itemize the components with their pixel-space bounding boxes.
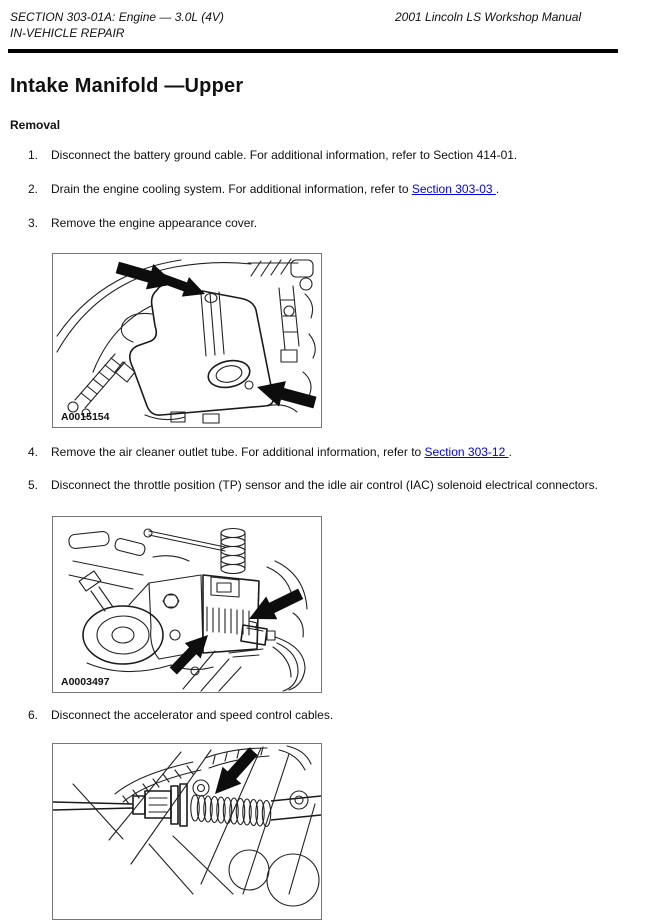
section-title: SECTION 303-01A: Engine — 3.0L (4V) [10, 10, 224, 24]
section-subtitle: IN-VEHICLE REPAIR [10, 26, 125, 40]
step-text: Disconnect the throttle position (TP) sensor and the idle air control (IAC) solenoid electrical connectors. [51, 478, 598, 492]
section-303-12-link[interactable]: Section 303-12 [424, 445, 509, 459]
throttle-body-illustration [53, 517, 321, 692]
step-item-2 [28, 182, 655, 197]
step-number: 1. [28, 148, 39, 162]
cable-arrow [206, 744, 263, 802]
step-number: 4. [28, 445, 39, 459]
figure-accelerator-cable [52, 743, 322, 920]
figure-engine-appearance-cover [52, 253, 322, 428]
step-item-6 [28, 708, 655, 723]
step-item-4 [28, 445, 655, 460]
step-text: Drain the engine cooling system. For additional information, refer to Section 303-03 . [51, 182, 500, 196]
header-divider [8, 49, 618, 53]
step-number: 6. [28, 708, 39, 722]
step-text: Remove the air cleaner outlet tube. For additional information, refer to Section 303-12 . [51, 445, 512, 459]
bolt-arrow-top [114, 255, 179, 297]
figure-label: A0015154 [61, 411, 110, 423]
step-number: 5. [28, 478, 39, 492]
figure-tp-iac-connectors [52, 516, 322, 693]
page-title: Intake Manifold —Upper [10, 75, 244, 97]
bolt-arrow-right [254, 374, 319, 415]
engine-cover-illustration [53, 254, 321, 427]
manual-title: 2001 Lincoln LS Workshop Manual [395, 10, 582, 24]
step-text: Remove the engine appearance cover. [51, 216, 258, 230]
step-number: 2. [28, 182, 39, 196]
step-item-3 [28, 216, 655, 231]
section-303-03-link[interactable]: Section 303-03 [411, 182, 496, 196]
cable-illustration [53, 744, 321, 919]
step-text: Disconnect the accelerator and speed control cables. [51, 708, 334, 722]
procedure-heading: Removal [10, 118, 61, 132]
page-header [0, 0, 655, 41]
step-text: Disconnect the battery ground cable. For additional information, refer to Section 414-01. [51, 148, 518, 162]
step-item-1 [28, 148, 655, 163]
connector-arrow-upper [243, 582, 306, 630]
step-number: 3. [28, 216, 39, 230]
step-item-5 [28, 478, 655, 493]
figure-label: A0003497 [61, 676, 110, 688]
